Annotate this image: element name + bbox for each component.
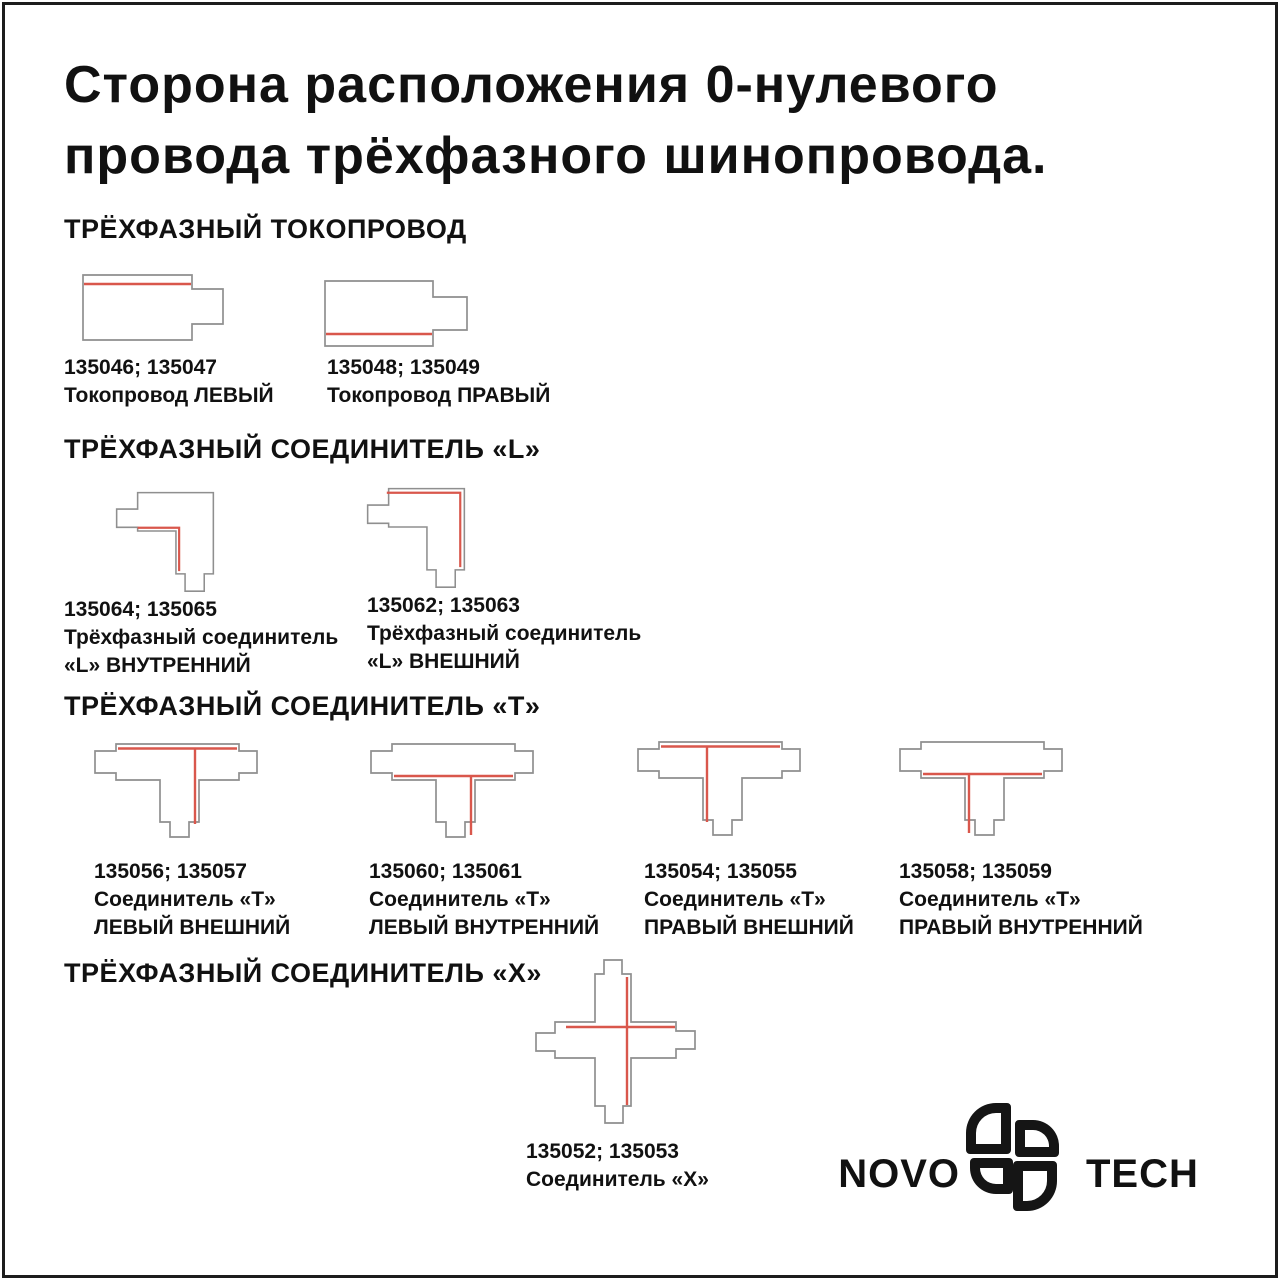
product-name: «L» ВНУТРЕННИЙ bbox=[64, 654, 251, 677]
logo-novotech-part2: TECH bbox=[1086, 1152, 1199, 1196]
label-t-right-inner bbox=[899, 858, 1143, 942]
neutral-wire-line bbox=[118, 749, 237, 825]
product-codes: 135054; 135055 bbox=[644, 860, 797, 883]
diagram-l-connector-outer bbox=[361, 485, 471, 589]
connector-outline bbox=[900, 742, 1062, 835]
connector-outline bbox=[95, 744, 257, 837]
page-title-line2: провода трёхфазного шинопровода. bbox=[64, 127, 1048, 185]
product-name: Соединитель «Т» bbox=[899, 888, 1081, 911]
product-name: «L» ВНЕШНИЙ bbox=[367, 650, 520, 673]
product-name: ПРАВЫЙ ВНУТРЕННИЙ bbox=[899, 916, 1143, 939]
product-codes: 135048; 135049 bbox=[327, 356, 480, 379]
label-x-connector bbox=[526, 1138, 709, 1194]
product-name: ЛЕВЫЙ ВНУТРЕННИЙ bbox=[369, 916, 600, 939]
diagram-t-right-outer bbox=[634, 738, 804, 838]
product-name: Трёхфазный соединитель bbox=[64, 626, 339, 649]
diagram-t-right-inner bbox=[896, 738, 1066, 838]
label-t-right-outer bbox=[644, 858, 854, 942]
section-header-tokoprovod: ТРЁХФАЗНЫЙ ТОКОПРОВОД bbox=[64, 214, 467, 244]
diagram-t-left-inner bbox=[367, 740, 537, 840]
connector-outline bbox=[368, 489, 465, 588]
diagram-x-connector bbox=[533, 957, 701, 1129]
label-tokoprovod-right bbox=[327, 354, 550, 410]
diagram-tokoprovod-left bbox=[82, 274, 225, 342]
flower-petal-top-right bbox=[1015, 1120, 1059, 1157]
section-header-t-connector: ТРЁХФАЗНЫЙ СОЕДИНИТЕЛЬ «Т» bbox=[64, 691, 541, 721]
product-codes: 135058; 135059 bbox=[899, 860, 1052, 883]
flower-petal-bottom-right bbox=[1013, 1161, 1057, 1211]
product-name: Токопровод ПРАВЫЙ bbox=[327, 384, 551, 407]
section-header-l-connector: ТРЁХФАЗНЫЙ СОЕДИНИТЕЛЬ «L» bbox=[64, 434, 541, 464]
connector-outline bbox=[325, 281, 467, 346]
product-codes: 135064; 135065 bbox=[64, 598, 217, 621]
connector-outline bbox=[371, 744, 533, 837]
product-codes: 135052; 135053 bbox=[526, 1140, 679, 1163]
product-codes: 135060; 135061 bbox=[369, 860, 522, 883]
product-codes: 135046; 135047 bbox=[64, 356, 217, 379]
logo-novotech-part1: NOVO bbox=[838, 1152, 960, 1196]
product-name: Трёхфазный соединитель bbox=[367, 622, 642, 645]
flower-petal-top-left bbox=[966, 1103, 1011, 1154]
label-l-connector-inner bbox=[64, 596, 338, 680]
neutral-wire-line bbox=[566, 977, 675, 1105]
flower-petal-bottom-left bbox=[970, 1158, 1013, 1194]
neutral-wire-line bbox=[394, 776, 513, 835]
product-codes: 135062; 135063 bbox=[367, 594, 520, 617]
product-name: Соединитель «Х» bbox=[526, 1168, 709, 1191]
label-t-left-outer bbox=[94, 858, 290, 942]
section-header-x-connector: ТРЁХФАЗНЫЙ СОЕДИНИТЕЛЬ «Х» bbox=[64, 958, 542, 988]
neutral-wire-line bbox=[923, 774, 1042, 833]
diagram-l-connector-inner bbox=[110, 489, 220, 593]
product-codes: 135056; 135057 bbox=[94, 860, 247, 883]
connector-outline bbox=[117, 493, 214, 592]
page-title-line1: Сторона расположения 0-нулевого bbox=[64, 56, 999, 114]
label-t-left-inner bbox=[369, 858, 599, 942]
label-tokoprovod-left bbox=[64, 354, 274, 410]
product-name: Соединитель «Т» bbox=[644, 888, 826, 911]
connector-outline bbox=[638, 742, 800, 835]
connector-outline bbox=[536, 960, 695, 1123]
product-name: Токопровод ЛЕВЫЙ bbox=[64, 384, 274, 407]
neutral-wire-line bbox=[138, 528, 180, 571]
product-name: ПРАВЫЙ ВНЕШНИЙ bbox=[644, 916, 854, 939]
novotech-flower-icon bbox=[960, 1100, 1060, 1212]
product-name: ЛЕВЫЙ ВНЕШНИЙ bbox=[94, 916, 291, 939]
diagram-tokoprovod-right bbox=[324, 280, 469, 348]
diagram-t-left-outer bbox=[91, 740, 261, 840]
product-name: Соединитель «Т» bbox=[369, 888, 551, 911]
neutral-wire-line bbox=[387, 493, 460, 567]
neutral-wire-line bbox=[661, 747, 780, 823]
page-title bbox=[64, 50, 1047, 192]
product-name: Соединитель «Т» bbox=[94, 888, 276, 911]
label-l-connector-outer bbox=[367, 592, 641, 676]
